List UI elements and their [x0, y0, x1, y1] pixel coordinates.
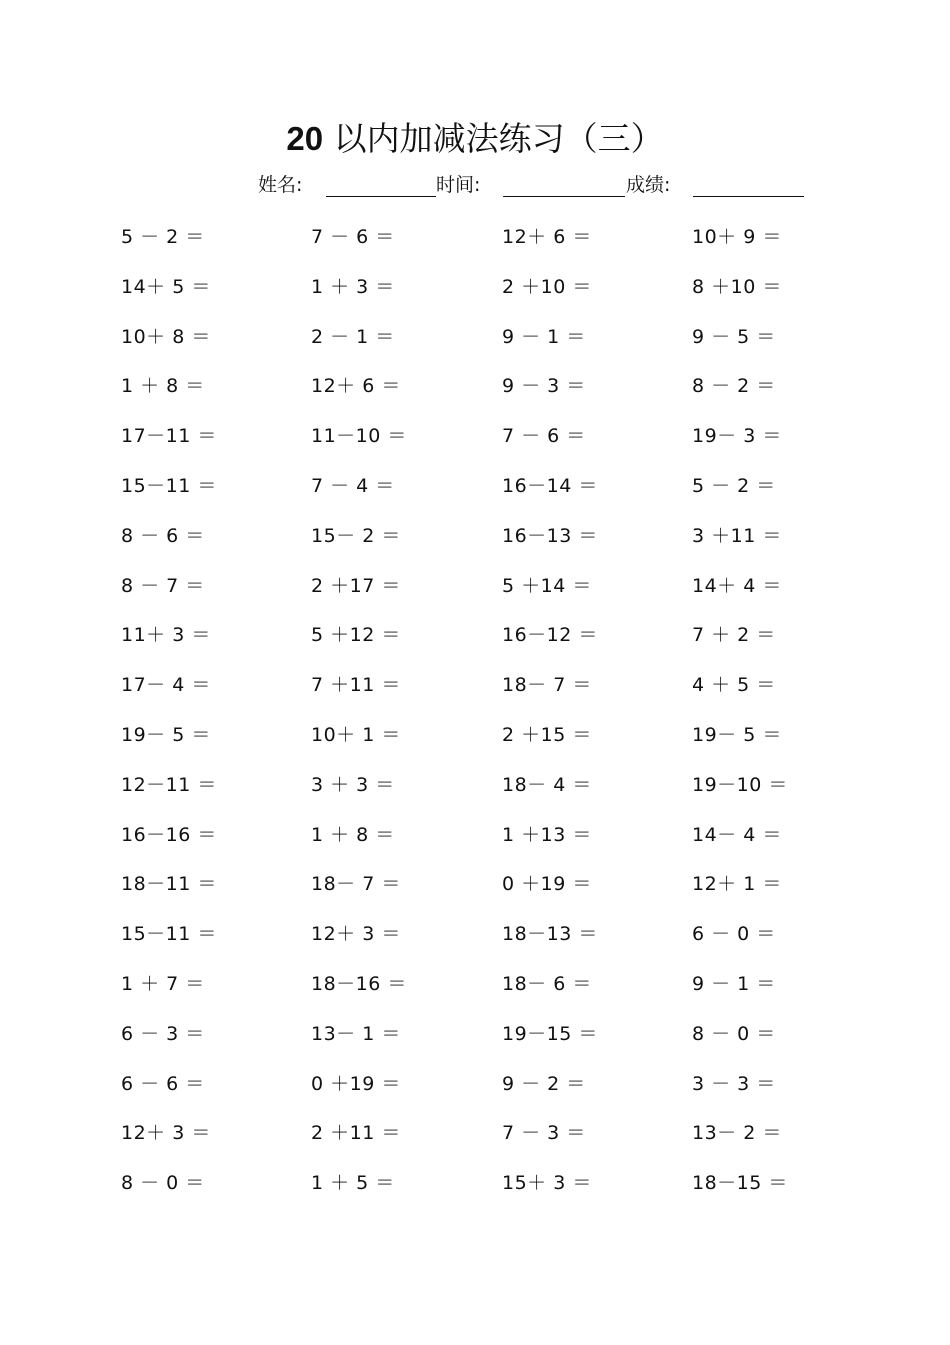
problem-item: 2 ＋11 ＝ — [311, 1122, 401, 1145]
problem-item: 8 ＋10 ＝ — [692, 275, 782, 298]
problem-item: 1 ＋ 3 ＝ — [311, 275, 395, 298]
problem-item: 16－14 ＝ — [502, 474, 598, 497]
problem-item: 2 ＋10 ＝ — [502, 275, 592, 298]
problem-item: 16－13 ＝ — [502, 524, 598, 547]
worksheet-title — [0, 116, 950, 162]
problem-item: 18－13 ＝ — [502, 923, 598, 946]
problem-row — [121, 720, 841, 770]
problem-item: 1 ＋13 ＝ — [502, 823, 592, 846]
problem-row — [121, 770, 841, 820]
problem-item: 1 ＋ 8 ＝ — [121, 375, 205, 398]
problem-item: 6 － 0 ＝ — [692, 923, 776, 946]
problem-item: 8 － 7 ＝ — [121, 574, 205, 597]
problem-item: 19－ 5 ＝ — [692, 723, 782, 746]
problem-item: 6 － 6 ＝ — [121, 1072, 205, 1095]
problem-item: 2 ＋17 ＝ — [311, 574, 401, 597]
name-label: 姓名: — [258, 174, 303, 196]
problem-item: 3 ＋11 ＝ — [692, 524, 782, 547]
time-blank[interactable] — [503, 196, 625, 197]
title-number: 20 — [286, 120, 324, 157]
name-blank[interactable] — [326, 196, 436, 197]
problem-item: 7 ＋11 ＝ — [311, 674, 401, 697]
problem-item: 8 － 0 ＝ — [121, 1172, 205, 1195]
problem-item: 17－11 ＝ — [121, 425, 217, 448]
problem-item: 19－10 ＝ — [692, 773, 788, 796]
problem-row — [121, 969, 841, 1019]
problem-grid — [121, 222, 841, 1218]
problem-item: 15－11 ＝ — [121, 474, 217, 497]
problem-item: 13－ 2 ＝ — [692, 1122, 782, 1145]
problem-item: 10＋ 9 ＝ — [692, 226, 782, 248]
problem-row — [121, 322, 841, 372]
problem-item: 12＋ 3 ＝ — [121, 1122, 211, 1145]
problem-item: 10＋ 8 ＝ — [121, 325, 211, 348]
problem-item: 16－16 ＝ — [121, 823, 217, 846]
problem-row — [121, 820, 841, 870]
problem-item: 0 ＋19 ＝ — [311, 1072, 401, 1095]
time-label: 时间: — [436, 174, 481, 196]
problem-row — [121, 371, 841, 421]
problem-item: 2 ＋15 ＝ — [502, 723, 592, 746]
problem-item: 15－11 ＝ — [121, 923, 217, 946]
title-text: 以内加减法练习（三） — [333, 119, 664, 158]
problem-item: 11＋ 3 ＝ — [121, 624, 211, 647]
problem-item: 18－ 4 ＝ — [502, 773, 592, 796]
problem-row — [121, 869, 841, 919]
problem-item: 18－16 ＝ — [311, 972, 407, 995]
problem-item: 6 － 3 ＝ — [121, 1022, 205, 1045]
problem-item: 12＋ 6 ＝ — [311, 375, 401, 398]
problem-item: 7 － 3 ＝ — [502, 1122, 586, 1145]
problem-row — [121, 471, 841, 521]
problem-item: 7 － 6 ＝ — [311, 226, 395, 248]
problem-item: 19－ 3 ＝ — [692, 425, 782, 448]
problem-item: 9 － 5 ＝ — [692, 325, 776, 348]
problem-item: 18－ 6 ＝ — [502, 972, 592, 995]
problem-item: 5 ＋12 ＝ — [311, 624, 401, 647]
problem-item: 19－15 ＝ — [502, 1022, 598, 1045]
problem-item: 3 ＋ 3 ＝ — [311, 773, 395, 796]
problem-row — [121, 919, 841, 969]
problem-item: 1 ＋ 5 ＝ — [311, 1172, 395, 1195]
problem-row — [121, 1118, 841, 1168]
problem-item: 15－ 2 ＝ — [311, 524, 401, 547]
problem-item: 5 － 2 ＝ — [121, 226, 205, 248]
problem-row — [121, 670, 841, 720]
problem-item: 15＋ 3 ＝ — [502, 1172, 592, 1195]
score-blank[interactable] — [693, 196, 804, 197]
problem-row — [121, 222, 841, 272]
problem-item: 19－ 5 ＝ — [121, 723, 211, 746]
problem-item: 12－11 ＝ — [121, 773, 217, 796]
problem-item: 8 － 2 ＝ — [692, 375, 776, 398]
problem-item: 0 ＋19 ＝ — [502, 873, 592, 896]
problem-item: 1 ＋ 7 ＝ — [121, 972, 205, 995]
problem-item: 9 － 1 ＝ — [502, 325, 586, 348]
problem-item: 9 － 3 ＝ — [502, 375, 586, 398]
problem-row — [121, 1019, 841, 1069]
problem-item: 16－12 ＝ — [502, 624, 598, 647]
problem-item: 1 ＋ 8 ＝ — [311, 823, 395, 846]
problem-item: 14＋ 5 ＝ — [121, 275, 211, 298]
problem-item: 9 － 1 ＝ — [692, 972, 776, 995]
problem-item: 4 ＋ 5 ＝ — [692, 674, 776, 697]
problem-item: 3 － 3 ＝ — [692, 1072, 776, 1095]
problem-item: 11－10 ＝ — [311, 425, 407, 448]
problem-row — [121, 1069, 841, 1119]
problem-item: 5 ＋14 ＝ — [502, 574, 592, 597]
problem-row — [121, 521, 841, 571]
problem-item: 14＋ 4 ＝ — [692, 574, 782, 597]
problem-item: 10＋ 1 ＝ — [311, 723, 401, 746]
problem-item: 2 － 1 ＝ — [311, 325, 395, 348]
problem-item: 5 － 2 ＝ — [692, 474, 776, 497]
problem-item: 18－15 ＝ — [692, 1172, 788, 1195]
problem-item: 7 － 4 ＝ — [311, 474, 395, 497]
problem-row — [121, 421, 841, 471]
problem-item: 8 － 0 ＝ — [692, 1022, 776, 1045]
problem-row — [121, 620, 841, 670]
problem-row — [121, 571, 841, 621]
problem-row — [121, 272, 841, 322]
problem-row — [121, 1168, 841, 1218]
problem-item: 17－ 4 ＝ — [121, 674, 211, 697]
problem-item: 12＋ 1 ＝ — [692, 873, 782, 896]
score-label: 成绩: — [626, 174, 671, 196]
problem-item: 12＋ 6 ＝ — [502, 226, 592, 248]
problem-item: 14－ 4 ＝ — [692, 823, 782, 846]
problem-item: 18－ 7 ＝ — [311, 873, 401, 896]
problem-item: 7 ＋ 2 ＝ — [692, 624, 776, 647]
problem-item: 7 － 6 ＝ — [502, 425, 586, 448]
problem-item: 18－ 7 ＝ — [502, 674, 592, 697]
problem-item: 8 － 6 ＝ — [121, 524, 205, 547]
problem-item: 9 － 2 ＝ — [502, 1072, 586, 1095]
problem-item: 13－ 1 ＝ — [311, 1022, 401, 1045]
problem-item: 12＋ 3 ＝ — [311, 923, 401, 946]
problem-item: 18－11 ＝ — [121, 873, 217, 896]
